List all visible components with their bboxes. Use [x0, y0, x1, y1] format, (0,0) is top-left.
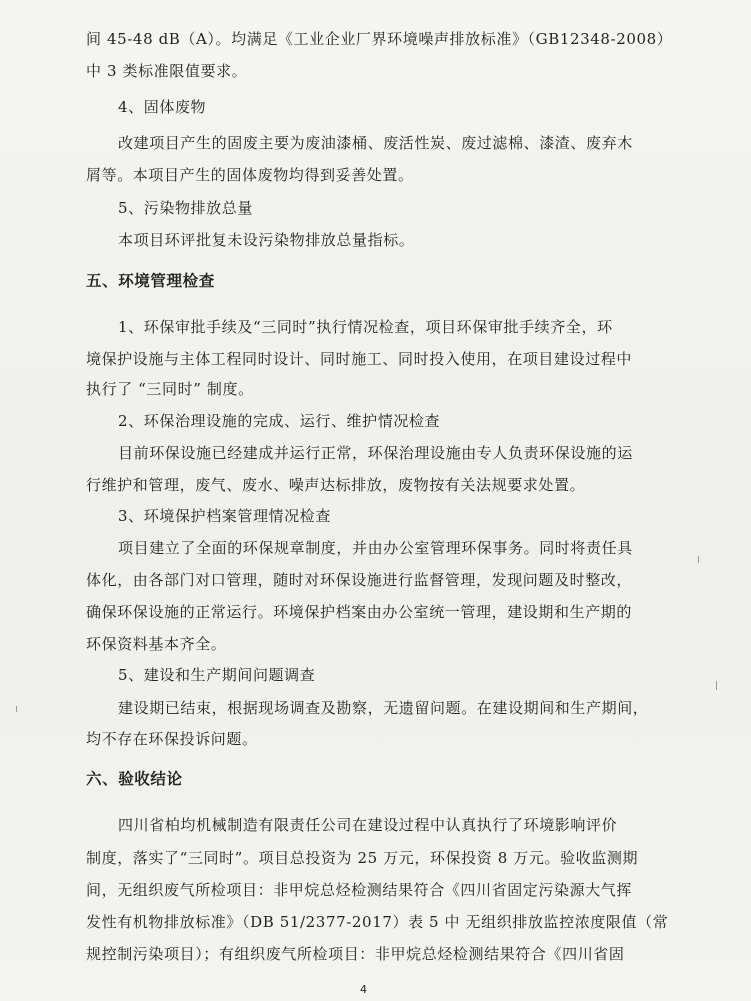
paragraph-line: 间，无组织废气所检项目：非甲烷总烃检测结果符合《四川省固定污染源大气挥 — [86, 881, 633, 899]
paragraph-line: 目前环保设施已经建成并运行正常，环保治理设施由专人负责环保设施的运 — [118, 444, 633, 462]
scan-speck — [698, 556, 699, 563]
paragraph-line: 制度，落实了“三同时”。项目总投资为 25 万元，环保投资 8 万元。验收监测期 — [86, 849, 639, 867]
subsection-heading: 4、固体废物 — [118, 98, 207, 116]
paragraph-line: 境保护设施与主体工程同时设计、同时施工、同时投入使用，在项目建设过程中 — [86, 350, 633, 368]
paragraph-line: 确保环保设施的正常运行。环境保护档案由办公室统一管理，建设期和生产期的 — [86, 603, 633, 621]
paragraph-line: 屑等。本项目产生的固体废物均得到妥善处置。 — [86, 166, 414, 184]
subsection-heading: 2、环保治理设施的完成、运行、维护情况检查 — [118, 412, 441, 430]
paragraph-line: 间 45-48 dB（A）。均满足《工业企业厂界环境噪声排放标准》（GB12348-2008） — [86, 30, 673, 48]
paragraph-line: 建设期已结束，根据现场调查及勘察，无遗留问题。在建设期间和生产期间， — [118, 699, 649, 717]
section-heading: 六、验收结论 — [86, 770, 183, 788]
scan-speck — [716, 681, 717, 690]
paragraph-line: 行维护和管理，废气、废水、噪声达标排放，废物按有关法规要求处置。 — [86, 476, 586, 494]
paragraph-line: 改建项目产生的固废主要为废油漆桶、废活性炭、废过滤棉、漆渣、废弃木 — [118, 134, 633, 152]
scan-speck — [16, 706, 17, 712]
paragraph-line: 1、环保审批手续及“三同时”执行情况检查，项目环保审批手续齐全，环 — [118, 318, 613, 336]
paragraph-line: 本项目环评批复未设污染物排放总量指标。 — [118, 231, 415, 249]
paragraph-line: 发性有机物排放标准》（DB 51/2377-2017）表 5 中 无组织排放监控浓度限值（常 — [86, 913, 669, 931]
section-heading: 五、环境管理检查 — [86, 272, 215, 290]
paragraph-line: 环保资料基本齐全。 — [86, 635, 227, 653]
paragraph-line: 项目建立了全面的环保规章制度，并由办公室管理环保事务。同时将责任具 — [118, 539, 633, 557]
subsection-heading: 3、环境保护档案管理情况检查 — [118, 507, 331, 525]
subsection-heading: 5、建设和生产期间问题调查 — [118, 666, 316, 684]
paragraph-line: 均不存在环保投诉问题。 — [86, 730, 258, 748]
paragraph-line: 四川省柏均机械制造有限责任公司在建设过程中认真执行了环境影响评价 — [118, 816, 618, 834]
page-number: 4 — [360, 983, 367, 996]
paragraph-line: 规控制污染项目）；有组织废气所检项目：非甲烷总烃检测结果符合《四川省固 — [86, 945, 625, 963]
subsection-heading: 5、污染物排放总量 — [118, 199, 253, 217]
paragraph-line: 执行了 “三同时” 制度。 — [86, 380, 254, 398]
paragraph-line: 中 3 类标准限值要求。 — [86, 62, 248, 80]
paragraph-line: 体化，由各部门对口管理，随时对环保设施进行监督管理，发现问题及时整改， — [86, 571, 633, 589]
